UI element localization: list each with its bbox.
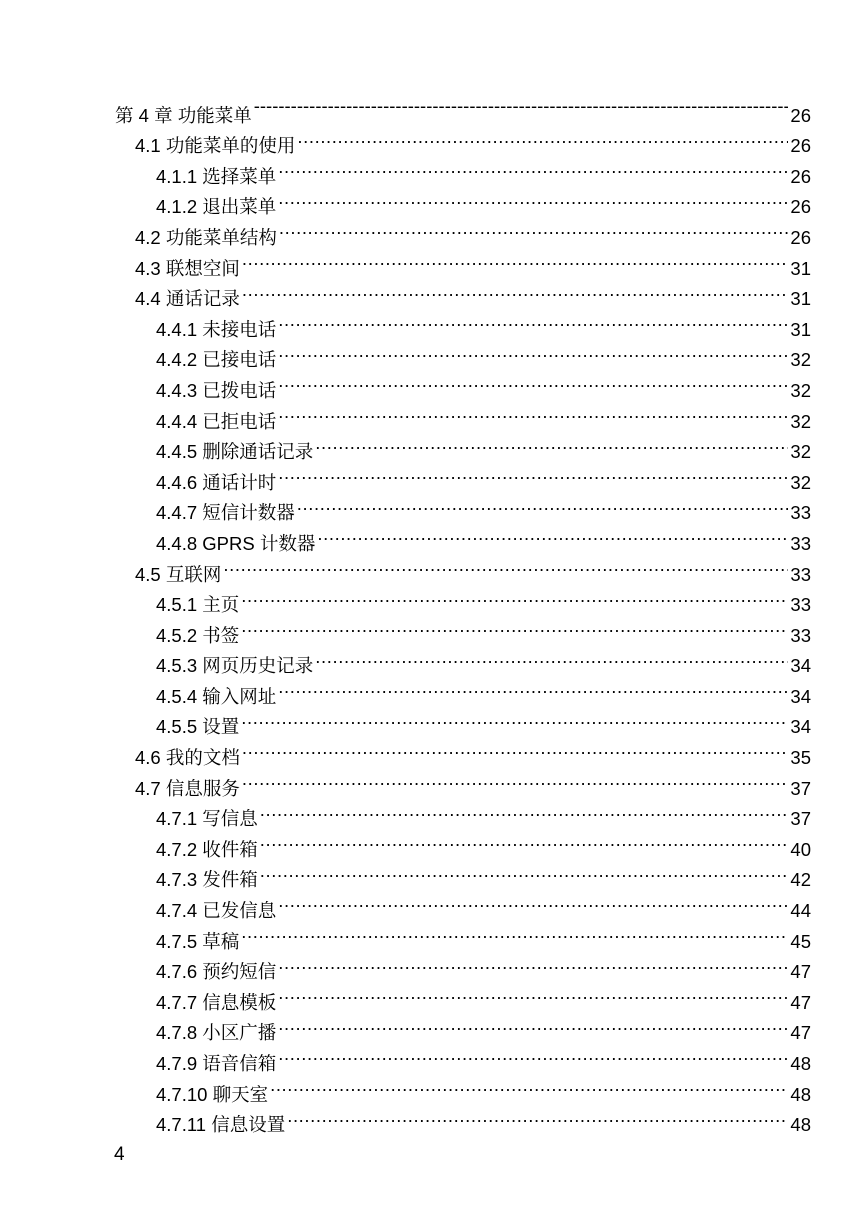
toc-subsection-entry[interactable] xyxy=(0,642,868,677)
toc-entry-title: 4.7.3 发件箱 xyxy=(156,869,258,891)
toc-entry-title: 4.7 信息服务 xyxy=(135,777,240,799)
toc-entry-page: 32 xyxy=(790,379,811,401)
toc-leader-dots xyxy=(260,795,789,826)
toc-leader-dots xyxy=(242,275,789,306)
toc-leader-dots xyxy=(278,366,788,397)
toc-subsection-entry[interactable] xyxy=(0,795,868,830)
toc-entry-title: 4.3 联想空间 xyxy=(135,257,240,279)
toc-entry-page: 34 xyxy=(790,655,811,677)
toc-entry-title: 4.7.11 信息设置 xyxy=(156,1114,286,1136)
toc-entry-page: 33 xyxy=(790,532,811,554)
toc-subsection-entry[interactable] xyxy=(0,978,868,1013)
toc-entry-page: 42 xyxy=(790,869,811,891)
toc-leader-dots xyxy=(278,1039,788,1070)
toc-entry-page: 32 xyxy=(790,441,811,463)
toc-leader-dots xyxy=(242,244,789,275)
toc-leader-dots xyxy=(278,458,788,489)
toc-section-entry[interactable] xyxy=(0,244,868,279)
toc-leader-dots xyxy=(278,397,788,428)
toc-leader-dots xyxy=(260,856,789,887)
toc-subsection-entry[interactable] xyxy=(0,366,868,401)
toc-subsection-entry[interactable] xyxy=(0,458,868,493)
toc-leader-dots xyxy=(278,336,788,367)
toc-entry-title: 4.4.7 短信计数器 xyxy=(156,502,295,524)
toc-leader-dots xyxy=(242,733,789,764)
toc-entry-title: 第 4 章 功能菜单 xyxy=(115,104,252,126)
toc-leader-dots xyxy=(241,917,788,948)
toc-entry-page: 48 xyxy=(790,1083,811,1105)
toc-leader-dots xyxy=(278,886,788,917)
toc-subsection-entry[interactable] xyxy=(0,672,868,707)
toc-subsection-entry[interactable] xyxy=(0,519,868,554)
toc-entry-page: 45 xyxy=(790,930,811,952)
toc-leader-dots xyxy=(260,825,789,856)
toc-leader-dots xyxy=(278,948,788,979)
toc-subsection-entry[interactable] xyxy=(0,825,868,860)
toc-subsection-entry[interactable] xyxy=(0,917,868,952)
toc-subsection-entry[interactable] xyxy=(0,948,868,983)
toc-entry-title: 4.7.10 聊天室 xyxy=(156,1083,269,1105)
toc-subsection-entry[interactable] xyxy=(0,489,868,524)
toc-leader-dots xyxy=(278,305,788,336)
toc-entry-page: 33 xyxy=(790,594,811,616)
toc-leader-dots xyxy=(241,703,788,734)
toc-entry-page: 37 xyxy=(790,808,811,830)
toc-subsection-entry[interactable] xyxy=(0,397,868,432)
toc-subsection-entry[interactable] xyxy=(0,1101,868,1136)
toc-subsection-entry[interactable] xyxy=(0,611,868,646)
toc-entry-title: 4.7.6 预约短信 xyxy=(156,961,277,983)
toc-leader-dots xyxy=(297,122,788,153)
toc-subsection-entry[interactable] xyxy=(0,1009,868,1044)
toc-leader-dots xyxy=(278,672,788,703)
toc-entry-title: 4.5.5 设置 xyxy=(156,716,240,738)
toc-entry-title: 4.7.8 小区广播 xyxy=(156,1022,277,1044)
toc-section-entry[interactable] xyxy=(0,275,868,310)
toc-entry-title: 4.4.1 未接电话 xyxy=(156,318,277,340)
toc-subsection-entry[interactable] xyxy=(0,183,868,218)
toc-subsection-entry[interactable] xyxy=(0,1039,868,1074)
toc-section-entry[interactable] xyxy=(0,122,868,157)
toc-entry-title: 4.5.3 网页历史记录 xyxy=(156,655,314,677)
toc-entry-title: 4.4.4 已拒电话 xyxy=(156,410,277,432)
toc-subsection-entry[interactable] xyxy=(0,305,868,340)
toc-leader-dots xyxy=(315,428,788,459)
toc-entry-page: 26 xyxy=(790,135,811,157)
toc-entry-page: 37 xyxy=(790,777,811,799)
toc-entry-page: 32 xyxy=(790,410,811,432)
toc-section-entry[interactable] xyxy=(0,733,868,769)
toc-leader-dots xyxy=(278,978,788,1009)
toc-entry-title: 4.4.5 删除通话记录 xyxy=(156,441,314,463)
toc-subsection-entry[interactable] xyxy=(0,152,868,187)
toc-entry-title: 4.7.7 信息模板 xyxy=(156,991,277,1013)
toc-entry-title: 4.7.1 写信息 xyxy=(156,808,258,830)
toc-subsection-entry[interactable] xyxy=(0,1070,868,1105)
toc-entry-page: 33 xyxy=(790,563,811,585)
toc-entry-page: 44 xyxy=(790,900,811,922)
toc-entry-title: 4.1.2 退出菜单 xyxy=(156,196,277,218)
toc-entry-page: 26 xyxy=(790,104,811,126)
toc-entry-title: 4.4.8 GPRS 计数器 xyxy=(156,532,316,554)
toc-leader-dots xyxy=(241,581,788,612)
toc-entry-page: 47 xyxy=(790,991,811,1013)
toc-entry-page: 31 xyxy=(790,318,811,340)
toc-entry-title: 4.1 功能菜单的使用 xyxy=(135,135,296,157)
toc-leader-dots xyxy=(279,213,789,244)
toc-leader-dots xyxy=(287,1101,788,1132)
toc-leader-dots xyxy=(223,550,788,581)
toc-entry-page: 35 xyxy=(790,747,811,769)
toc-leader-dots xyxy=(278,1009,788,1040)
toc-entry-title: 4.7.2 收件箱 xyxy=(156,838,258,860)
toc-section-entry[interactable] xyxy=(0,550,868,585)
toc-leader-dots xyxy=(315,642,788,673)
toc-leader-dots xyxy=(241,611,788,642)
toc-leader-dots xyxy=(242,764,789,795)
toc-entry-page: 40 xyxy=(790,838,811,860)
toc-entry-title: 4.7.9 语音信箱 xyxy=(156,1053,277,1074)
toc-subsection-entry[interactable] xyxy=(0,886,868,922)
toc-entry-title: 4.6 我的文档 xyxy=(135,747,240,769)
toc-subsection-entry[interactable] xyxy=(0,856,868,891)
toc-leader-dots xyxy=(297,489,789,520)
toc-subsection-entry[interactable] xyxy=(0,581,868,616)
toc-leader-dots xyxy=(317,519,788,550)
toc-entry-page: 32 xyxy=(790,349,811,371)
toc-leader-dots xyxy=(278,183,788,214)
toc-subsection-entry[interactable] xyxy=(0,703,868,738)
toc-entry-page: 48 xyxy=(790,1114,811,1136)
toc-entry-page: 31 xyxy=(790,288,811,310)
toc-entry-page: 31 xyxy=(790,257,811,279)
toc-leader-dots xyxy=(278,152,788,183)
toc-entry-page: 47 xyxy=(790,1022,811,1044)
toc-entry-page: 26 xyxy=(790,165,811,187)
toc-entry-title: 4.5.4 输入网址 xyxy=(156,685,277,707)
toc-chapter-entry[interactable] xyxy=(0,91,868,126)
toc-entry-page: 33 xyxy=(790,624,811,646)
toc-subsection-entry[interactable] xyxy=(0,428,868,463)
toc-entry-page: 33 xyxy=(790,502,811,524)
toc-entry-title: 4.1.1 选择菜单 xyxy=(156,165,277,187)
toc-section-entry[interactable] xyxy=(0,213,868,248)
toc-entry-page: 34 xyxy=(790,716,811,738)
toc-entry-page: 26 xyxy=(790,196,811,218)
toc-entry-page: 34 xyxy=(790,685,811,707)
toc-leader-dots xyxy=(270,1070,788,1101)
toc-entry-title: 4.7.5 草稿 xyxy=(156,930,240,952)
toc-entry-title: 4.5 互联网 xyxy=(135,563,222,585)
toc-entry-title: 4.5.2 书签 xyxy=(156,624,240,646)
toc-entry-title: 4.2 功能菜单结构 xyxy=(135,226,277,248)
toc-subsection-entry[interactable] xyxy=(0,336,868,371)
table-of-contents xyxy=(0,91,868,1136)
toc-section-entry[interactable] xyxy=(0,764,868,799)
toc-entry-title: 4.5.1 主页 xyxy=(156,594,240,616)
page-number: 4 xyxy=(114,1144,125,1165)
toc-leader-dots xyxy=(254,91,789,122)
toc-entry-page: 48 xyxy=(790,1053,811,1074)
toc-entry-title: 4.7.4 已发信息 xyxy=(156,900,277,922)
toc-entry-title: 4.4.6 通话计时 xyxy=(156,471,277,493)
toc-entry-page: 32 xyxy=(790,471,811,493)
toc-entry-page: 26 xyxy=(790,226,811,248)
toc-entry-title: 4.4 通话记录 xyxy=(135,288,240,310)
toc-entry-title: 4.4.3 已拨电话 xyxy=(156,379,277,401)
toc-entry-title: 4.4.2 已接电话 xyxy=(156,349,277,371)
toc-entry-page: 47 xyxy=(790,961,811,983)
